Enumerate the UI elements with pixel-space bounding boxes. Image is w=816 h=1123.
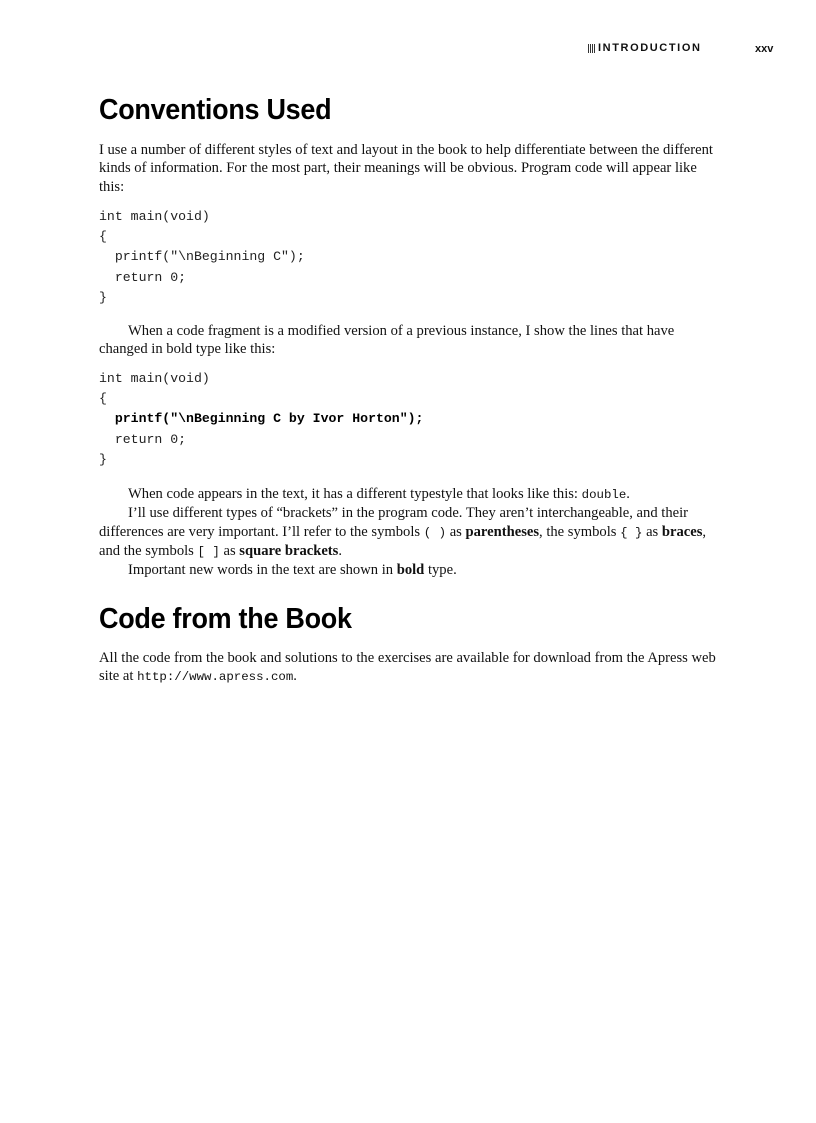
conventions-notes bbox=[99, 485, 719, 579]
bold-note-text: Important new words in the text are shown in bbox=[128, 562, 397, 579]
modified-code-intro: When a code fragment is a modified version of a previous instance, I show the lines that have changed in bold type like this: bbox=[99, 323, 675, 358]
code-line: printf("\nBeginning C"); bbox=[99, 249, 305, 265]
brackets-text: I’ll use different types of “brackets” in the program code. They aren’t interchangeable, and their differences are very important. I’ll refer to the symbols bbox=[99, 505, 689, 540]
brackets-text: , and the symbols bbox=[99, 523, 707, 559]
header-marker-icon bbox=[588, 44, 596, 53]
bold-note-text: type. bbox=[424, 562, 457, 579]
parentheses-term: parentheses bbox=[465, 523, 540, 540]
code-from-book-heading: Code from the Book bbox=[99, 603, 352, 635]
code-line: { bbox=[99, 229, 107, 245]
punctuation: . bbox=[626, 486, 630, 502]
code-line: int main(void) bbox=[99, 209, 210, 224]
code-line: } bbox=[99, 289, 107, 305]
inline-code-text: When code appears in the text, it has a different typestyle that looks like this: bbox=[128, 486, 582, 502]
code-line: { bbox=[99, 391, 107, 407]
code-line: return 0; bbox=[99, 431, 187, 447]
code-line: return 0; bbox=[99, 269, 187, 285]
inline-code-note bbox=[99, 485, 719, 504]
brackets-text: as bbox=[219, 542, 240, 559]
punctuation: . bbox=[338, 542, 343, 559]
brackets-text: as bbox=[642, 523, 662, 540]
code-sample-1 bbox=[99, 207, 305, 308]
running-head bbox=[588, 42, 702, 54]
code-line: } bbox=[99, 451, 107, 467]
braces-term: braces bbox=[661, 523, 703, 540]
code-line-bold: printf("\nBeginning C by Ivor Horton"); bbox=[99, 411, 424, 427]
brackets-text: , the symbols bbox=[539, 523, 621, 540]
conventions-intro: I use a number of different styles of text and layout in the book to help differentiate between the different kinds of information. For the most part, their meanings will be obvious. Program code will appear like this: bbox=[99, 142, 713, 195]
brackets-text: as bbox=[446, 523, 466, 540]
download-text: All the code from the book and solutions to the exercises are available for download from the Apress web site at bbox=[99, 650, 716, 685]
brackets-note bbox=[99, 504, 719, 561]
punctuation: . bbox=[293, 668, 297, 685]
page-number: xxv bbox=[755, 43, 774, 55]
apress-url: http://www.apress.com bbox=[137, 670, 294, 685]
code-sample-2 bbox=[99, 369, 423, 470]
inline-code-example: double bbox=[581, 488, 627, 502]
brace-symbols: { } bbox=[620, 525, 643, 540]
bracket-symbols: [ ] bbox=[197, 544, 220, 559]
conventions-heading: Conventions Used bbox=[99, 94, 332, 126]
paren-symbols: ( ) bbox=[423, 525, 447, 540]
square-brackets-term: square brackets bbox=[239, 542, 339, 559]
code-download-text bbox=[99, 649, 719, 687]
bold-note bbox=[99, 561, 719, 579]
bold-term: bold bbox=[396, 562, 425, 579]
section-title: INTRODUCTION bbox=[598, 42, 702, 54]
code-line: int main(void) bbox=[99, 371, 210, 386]
